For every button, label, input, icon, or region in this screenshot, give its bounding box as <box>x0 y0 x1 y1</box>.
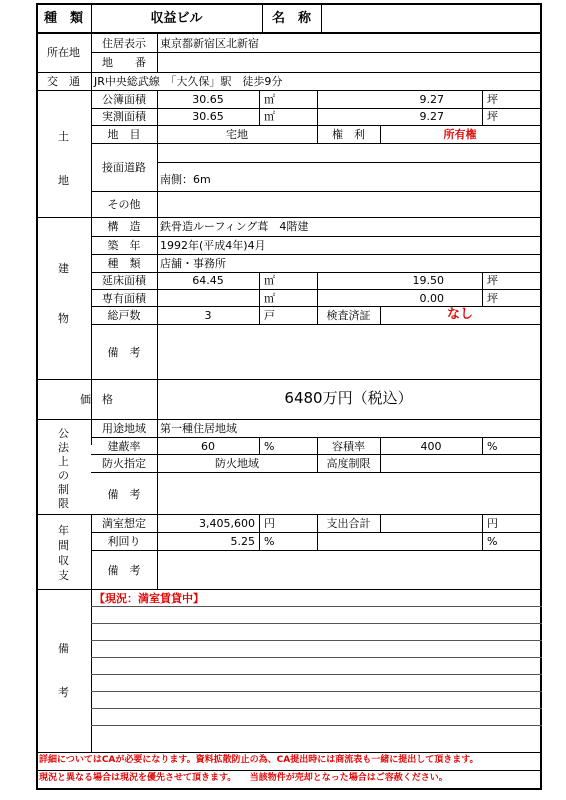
fire-value: 防火地域 <box>215 457 259 470</box>
inspection-value: なし <box>446 307 473 322</box>
private-area-label: 専有面積 <box>102 292 146 305</box>
name-label: 名 称 <box>271 11 311 26</box>
annual-label-char: 収 <box>58 554 69 567</box>
type-label: 種 類 <box>43 11 83 26</box>
zoning-label-char: の <box>58 469 69 482</box>
floor-area-label: 延床面積 <box>102 274 146 287</box>
remarks-status: 【現況：満室賃貸中】 <box>94 592 204 605</box>
zoning-label <box>36 427 91 511</box>
building-label-top: 建 <box>58 262 69 275</box>
address-label: 住居表示 <box>102 37 146 50</box>
tsubo-unit: 坪 <box>487 274 498 287</box>
location-label: 所在地 <box>47 46 80 59</box>
bcr-unit: % <box>264 440 275 453</box>
category-value: 宅地 <box>226 128 248 141</box>
inspection-label: 検査済証 <box>326 309 371 322</box>
rights-label: 権 利 <box>332 128 365 141</box>
other-label: その他 <box>107 198 141 211</box>
sqm-unit: ㎡ <box>264 110 275 123</box>
building-label-bottom: 物 <box>58 312 69 325</box>
kind-label: 種 類 <box>107 257 141 270</box>
road-label: 接面道路 <box>102 161 146 174</box>
height-label: 高度制限 <box>326 457 371 470</box>
zoning-label-char: 法 <box>58 441 69 454</box>
yield-label: 利回り <box>107 535 141 548</box>
yield-unit: % <box>264 535 275 548</box>
use-zone-label: 用途地域 <box>102 422 146 435</box>
zoning-label-char: 制 <box>58 483 69 496</box>
units-value: 3 <box>204 309 212 322</box>
far-label: 容積率 <box>332 440 365 453</box>
zoning-label-char: 上 <box>58 455 69 468</box>
lot-label: 地 番 <box>102 56 146 69</box>
kind-value: 店舗・事務所 <box>160 257 226 270</box>
far-unit: % <box>487 440 498 453</box>
zoning-notes-label: 備 考 <box>107 488 141 501</box>
actual-area-label: 実測面積 <box>102 110 146 123</box>
remarks-label-top: 備 <box>58 642 69 655</box>
yen-unit: 円 <box>264 517 275 530</box>
bcr-label: 建蔽率 <box>107 440 141 453</box>
zoning-label-char: 限 <box>58 497 69 510</box>
type-value: 収益ビル <box>150 11 203 26</box>
official-area-sqm: 30.65 <box>192 93 224 106</box>
units-unit: 戸 <box>264 309 275 322</box>
transport-value: JR中央総武線 「大久保」駅 徒歩9分 <box>94 75 283 88</box>
tsubo-unit: 坪 <box>487 110 498 123</box>
footer-note-1: 詳細についてはCAが必要になります。資料拡散防止の為、CA提出時には商流表も一緒に提出して頂きます。 <box>39 755 479 765</box>
fire-label: 防火指定 <box>102 457 146 470</box>
sqm-unit: ㎡ <box>264 292 275 305</box>
floor-area-sqm: 64.45 <box>192 274 224 287</box>
footer-note-2: 現況と異なる場合は現況を優先させて頂きます。 当該物件が売却となった場合はご容赦ください。 <box>39 773 448 783</box>
annual-label-char: 間 <box>58 539 69 552</box>
building-notes-label: 備 考 <box>107 346 141 359</box>
actual-area-tsubo: 9.27 <box>419 110 444 123</box>
expense-label: 支出合計 <box>326 517 371 530</box>
yen-unit: 円 <box>487 517 498 530</box>
rights-value: 所有権 <box>443 128 477 141</box>
actual-area-sqm: 30.65 <box>192 110 224 123</box>
structure-label: 構 造 <box>107 220 141 233</box>
address-value: 東京都新宿区北新宿 <box>160 37 259 50</box>
annual-label-char: 年 <box>58 524 69 537</box>
use-zone-value: 第一種住居地域 <box>160 422 237 435</box>
full-income-value: 3,405,600 <box>199 517 255 530</box>
sqm-unit: ㎡ <box>264 274 275 287</box>
land-label-top: 土 <box>58 130 69 143</box>
price-value: 6480万円（税込） <box>284 389 413 407</box>
official-area-tsubo: 9.27 <box>419 93 444 106</box>
private-area-tsubo: 0.00 <box>419 292 444 305</box>
category-label: 地 目 <box>107 128 141 141</box>
tsubo-unit: 坪 <box>487 292 498 305</box>
built-value: 1992年(平成4年)4月 <box>160 239 266 252</box>
tsubo-unit: 坪 <box>487 93 498 106</box>
zoning-label-char: 公 <box>58 427 69 440</box>
floor-area-tsubo: 19.50 <box>412 274 444 287</box>
bcr-value: 60 <box>201 440 215 453</box>
built-label: 築 年 <box>107 239 141 252</box>
yield-value: 5.25 <box>230 535 255 548</box>
pct-unit: % <box>487 535 498 548</box>
sqm-unit: ㎡ <box>264 93 275 106</box>
annual-label <box>36 523 91 583</box>
units-label: 総戸数 <box>107 309 141 322</box>
annual-notes-label: 備 考 <box>107 564 141 577</box>
far-value: 400 <box>420 440 442 453</box>
annual-label-char: 支 <box>58 569 69 582</box>
price-label: 価 格 <box>80 393 113 406</box>
official-area-label: 公簿面積 <box>102 93 146 106</box>
land-label-bottom: 地 <box>58 174 69 187</box>
structure-value: 鉄骨造ルーフィング葺 4階建 <box>160 220 309 233</box>
road-value: 南側：6m <box>160 173 211 186</box>
remarks-label-bottom: 考 <box>58 686 69 699</box>
transport-label: 交 通 <box>47 75 80 88</box>
full-income-label: 満室想定 <box>102 517 146 530</box>
property-sheet <box>36 3 542 789</box>
